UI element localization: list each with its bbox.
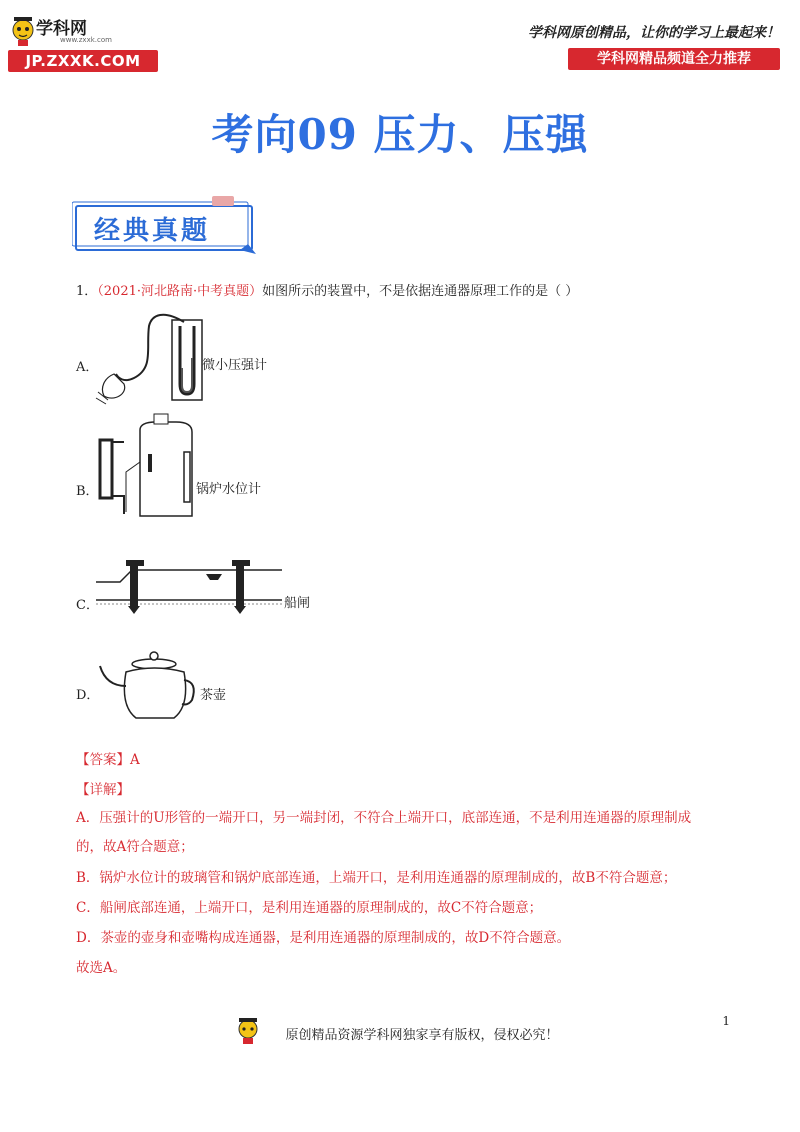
option-a-label: 微小压强计 <box>202 358 268 373</box>
question-number: 1． <box>76 284 98 299</box>
logo-brand-text: 学科网 <box>36 19 87 39</box>
question-source: （2021·河北路南·中考真题） <box>97 284 263 299</box>
option-d-label: 茶壶 <box>200 688 227 703</box>
option-c-label: 船闸 <box>284 596 311 611</box>
mascot-icon <box>10 14 36 48</box>
option-a-letter: A． <box>76 360 99 375</box>
explanation-line: B．锅炉水位计的玻璃管和锅炉底部连通，上端开口，是利用连通器的原理制成的，故B不符合题意； <box>76 870 677 886</box>
logo-domain-bar: JP.ZXXK.COM <box>8 50 158 72</box>
option-c-letter: C． <box>76 598 99 613</box>
site-logo <box>8 14 158 76</box>
pressure-gauge-figure <box>94 308 204 406</box>
explanation-line: D．茶壶的壶身和壶嘴构成连通器，是利用连通器的原理制成的，故D不符合题意。 <box>76 930 571 946</box>
header-slogan: 学科网原创精品，让你的学习上最起来！ <box>528 25 780 41</box>
question-stem <box>76 284 578 300</box>
header-recommend-badge: 学科网精品频道全力推荐 <box>568 48 780 70</box>
answer-line <box>76 748 140 768</box>
option-d-letter: D． <box>76 688 100 703</box>
section-label: 经典真题 <box>94 216 211 246</box>
answer-value: A <box>130 752 140 768</box>
option-b-label: 锅炉水位计 <box>196 482 262 497</box>
explanation-line: 的，故A符合题意； <box>76 839 194 855</box>
explanation-line: A．压强计的U形管的一端开口，另一端封闭，不符合上端开口，底部连通，不是利用连通器的原理制成 <box>76 810 692 826</box>
question-text: 如图所示的装置中，不是依据连通器原理工作的是（ ） <box>262 284 579 299</box>
footer-copyright: 原创精品资源学科网独家享有版权，侵权必究！ <box>285 1028 559 1043</box>
answer-label: 【答案】 <box>76 752 130 768</box>
teapot-figure <box>96 646 200 724</box>
explanation-label: 【详解】 <box>76 782 130 798</box>
logo-url-text: www.zxxk.com <box>60 36 112 44</box>
page-title: 考向09 压力、压强 <box>211 110 589 159</box>
option-b-letter: B． <box>76 484 99 499</box>
explanation-conclusion: 故选A。 <box>76 960 127 976</box>
explanation-line: C．船闸底部连通，上端开口，是利用连通器的原理制成的，故C不符合题意； <box>76 900 543 916</box>
ship-lock-figure <box>96 556 282 622</box>
boiler-level-gauge-figure <box>96 412 200 528</box>
page-number: 1 <box>722 1014 730 1028</box>
